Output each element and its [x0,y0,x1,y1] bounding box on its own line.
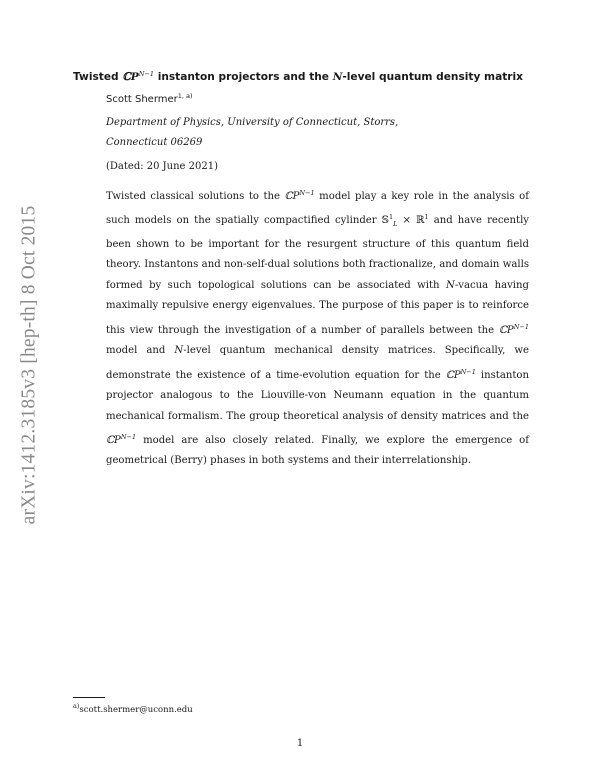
page-number: 1 [296,738,304,749]
affiliation-line-2: Connecticut 06269 [106,137,203,148]
footnote-divider [73,697,105,698]
author-affiliation-marker: 1, a) [177,92,193,100]
cylinder-symbol: 𝕊$^1_L$ × ℝ$^1$ [381,213,429,229]
paper-title: Twisted ℂP$^{N-1}$ instanton projectors and the N-level quantum density matrix [73,70,523,83]
arxiv-identifier-text: arXiv:1412.3185v3 [hep-th] 8 Oct 2015 [18,205,39,525]
author-affiliation [106,113,426,153]
author-name: Scott Shermer$^{1, a)}$ [106,92,193,105]
date-line: (Dated: 20 June 2021) [106,161,219,172]
abstract: Twisted classical solutions to the ℂP$^{N-1}$ model play a key role in the analysis of such models on the spatially compactified cylinder 𝕊$^1_L$ × ℝ$^1$ and have recently been shown to be important for the resurgent structure of this quantum field theory. Instantons and non-self-dual solutions both fractionalize, and domain walls formed by such topological solutions can be associated with N-vacua having maximally repulsive energy eigenvalues. The purpose of this paper is to reinforce this view through the investigation of a number of parallels between the ℂP$^{N-1}$ model and N-level quantum mechanical density matrices. Specifically, we demonstrate the existence of a time-evolution equation for the ℂP$^{N-1}$ instanton projector analogous to the Liouville-von Neumann equation in the quantum mechanical formalism. The group theoretical analysis of density matrices and the ℂP$^{N-1}$ model are also closely related. Finally, we explore the emergence of geometrical (Berry) phases in both systems and their interrelationship. [106,189,529,467]
arxiv-identifier-stamp [8,200,50,530]
footnote-email: scott.shermer@uconn.edu [79,705,193,715]
footnote [73,702,193,715]
footnote-marker: a) [73,702,80,710]
affiliation-line-1: Department of Physics, University of Connecticut, Storrs, [106,117,399,128]
